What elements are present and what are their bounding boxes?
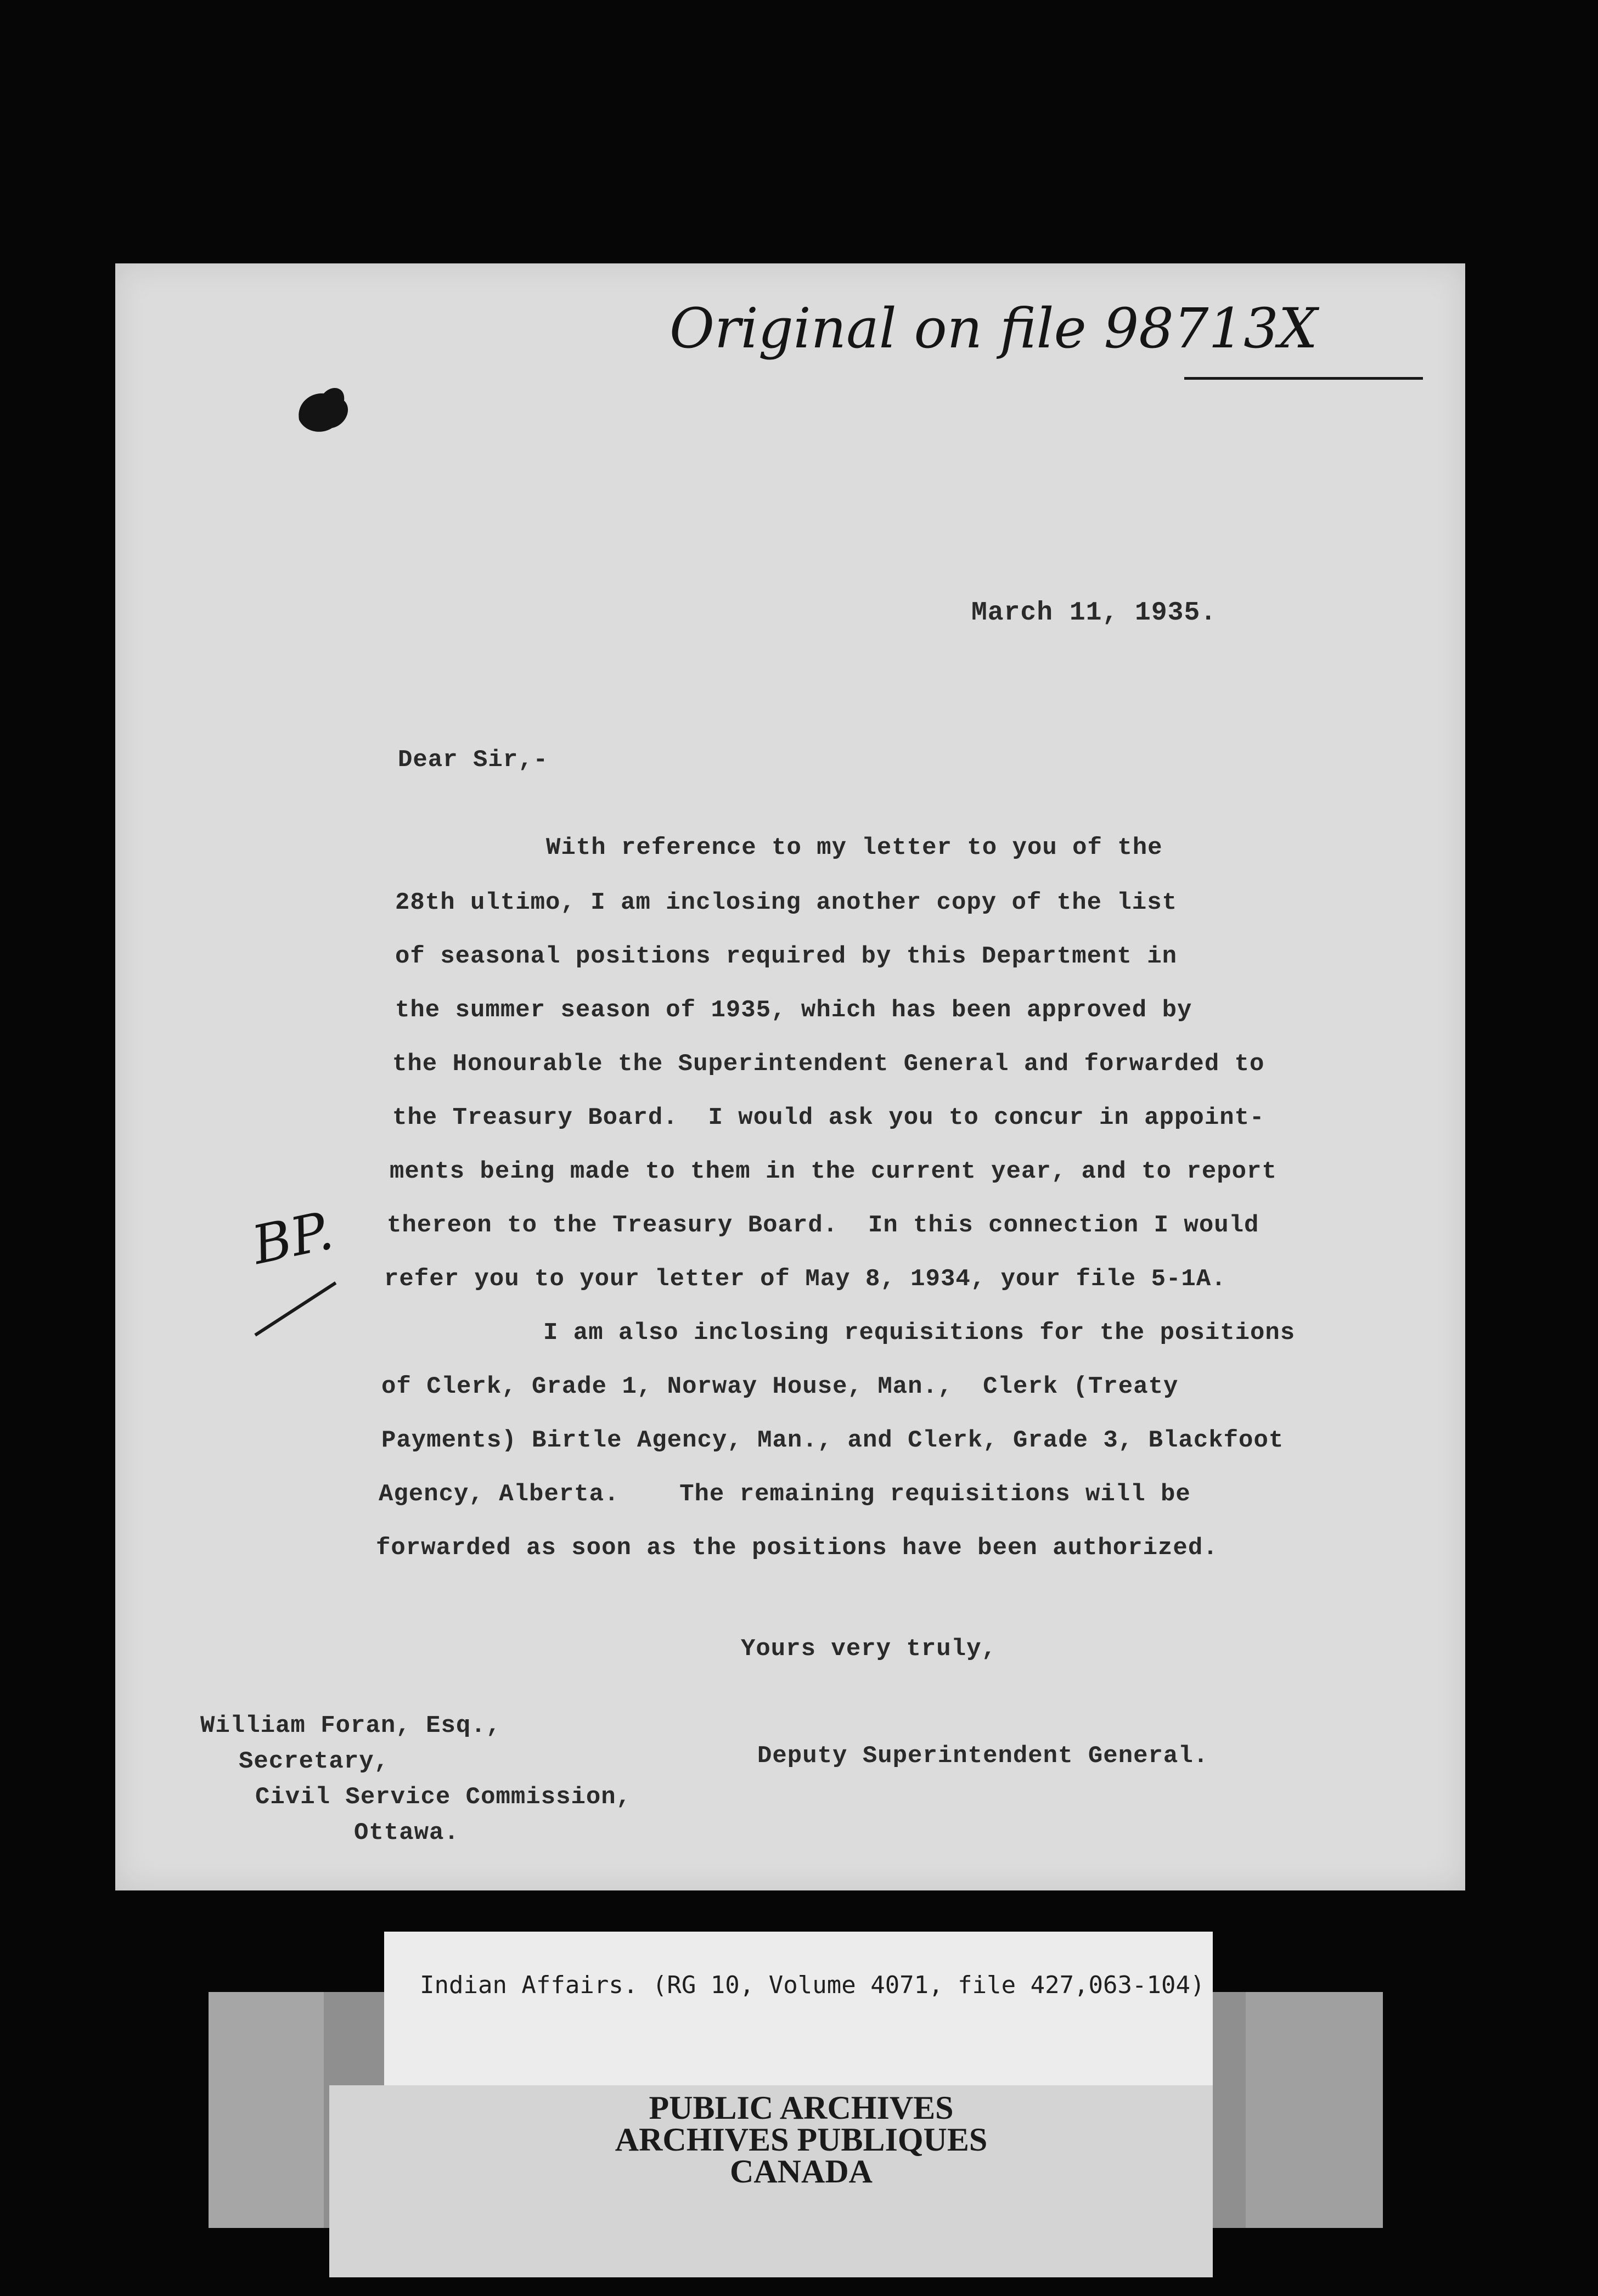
body-line: thereon to the Treasury Board. In this connection I would [387,1212,1259,1239]
stamp-line: ARCHIVES PUBLIQUES [615,2121,988,2158]
body-line: 28th ultimo, I am inclosing another copy of the list [395,889,1178,916]
recipient-name: William Foran, Esq., [200,1712,502,1740]
ink-blot-mark [294,381,354,436]
archive-band-right-edge [1246,1992,1383,2228]
body-line: of seasonal positions required by this Department in [395,943,1178,970]
margin-initials: BP. [246,1200,339,1276]
recipient-title: Secretary, [239,1748,390,1775]
body-line: ments being made to them in the current year, and to report [390,1158,1277,1185]
signature-title: Deputy Superintendent General. [757,1742,1209,1770]
file-note-underline [1184,377,1423,380]
public-archives-stamp [549,2092,1054,2188]
salutation: Dear Sir,- [398,746,549,774]
body-line: the Treasury Board. I would ask you to concur in appoint- [392,1104,1265,1132]
body-line: refer you to your letter of May 8, 1934, your file 5-1A. [384,1265,1226,1293]
body-line: Agency, Alberta. The remaining requisitions will be [379,1481,1191,1508]
letter-page [115,263,1465,1890]
body-line: the summer season of 1935, which has been approved by [395,997,1192,1024]
archive-band-left-edge [209,1992,324,2228]
file-note-handwriting: Original on file 98713X [669,296,1318,361]
closing: Yours very truly, [741,1635,997,1663]
stamp-line: PUBLIC ARCHIVES [649,2090,954,2126]
letter-date: March 11, 1935. [971,598,1217,628]
body-line: I am also inclosing requisitions for the positions [543,1319,1296,1347]
recipient-organization: Civil Service Commission, [255,1783,632,1811]
recipient-city: Ottawa. [354,1819,459,1847]
body-line: forwarded as soon as the positions have been authorized. [376,1534,1218,1562]
margin-initials-stroke [254,1281,336,1336]
body-line: the Honourable the Superintendent General and forwarded to [392,1050,1265,1078]
body-line: Payments) Birtle Agency, Man., and Clerk, Grade 3, Blackfoot [381,1427,1284,1454]
body-line: of Clerk, Grade 1, Norway House, Man., Clerk (Treaty [381,1373,1179,1400]
stamp-line: CANADA [730,2153,873,2190]
archive-reference-text: Indian Affairs. (RG 10, Volume 4071, file 427,063-104) [420,1971,1205,1999]
body-line: With reference to my letter to you of the [546,834,1163,862]
